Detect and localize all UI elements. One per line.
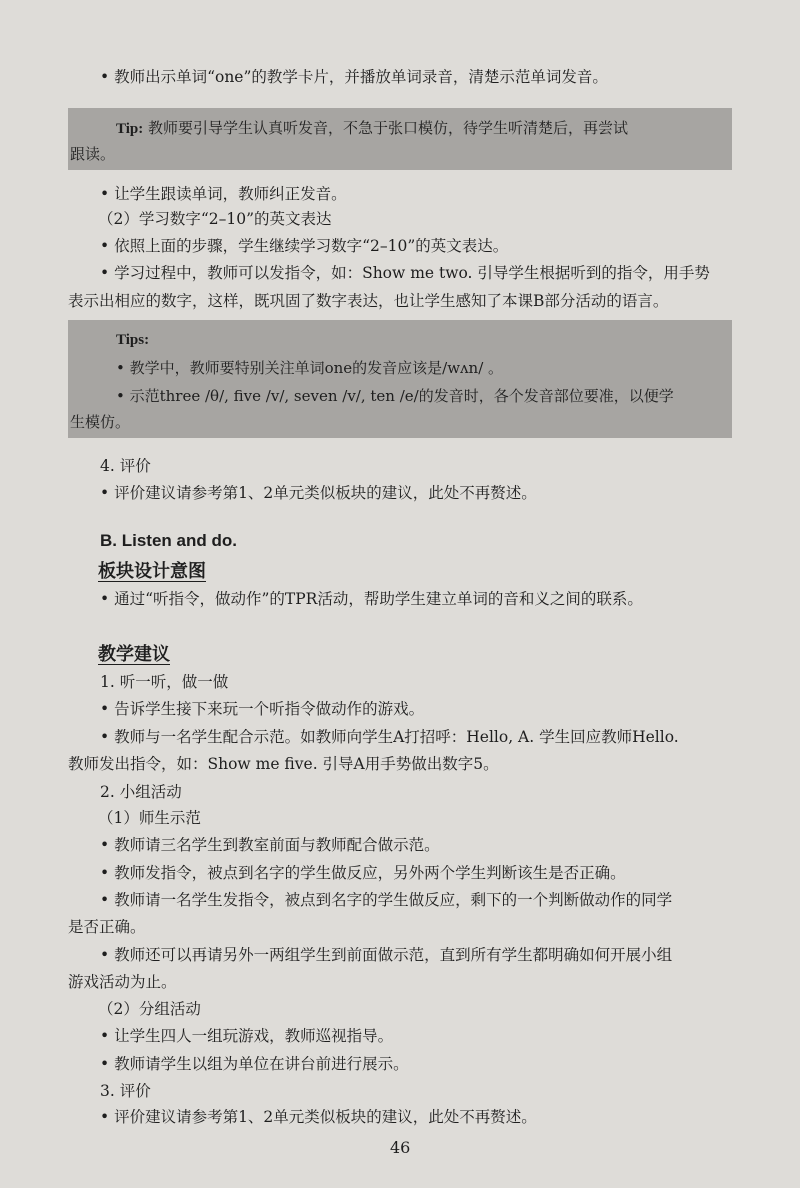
paragraph-continuation: 表示出相应的数字，这样，既巩固了数字表达，也让学生感知了本课B部分活动的语言。 xyxy=(68,292,669,310)
sub-heading: （2）学习数字“2–10”的英文表达 xyxy=(98,210,332,228)
paragraph: • 让学生跟读单词，教师纠正发音。 xyxy=(100,185,347,203)
paragraph-continuation: 游戏活动为止。 xyxy=(68,973,177,991)
tips-box xyxy=(68,320,732,438)
tips-label: Tips: xyxy=(116,332,150,348)
paragraph: • 教师请一名学生发指令，被点到名字的学生做反应，剩下的一个判断做动作的同学 xyxy=(100,891,673,909)
paragraph: • 教师请学生以组为单位在讲台前进行展示。 xyxy=(100,1055,409,1073)
paragraph: • 教师出示单词“one”的教学卡片，并播放单词录音，清楚示范单词发音。 xyxy=(100,68,608,86)
paragraph: • 告诉学生接下来玩一个听指令做动作的游戏。 xyxy=(100,700,425,718)
paragraph-continuation: 教师发出指令，如：Show me five. 引导A用手势做出数字5。 xyxy=(68,755,499,773)
sub-heading: （2）分组活动 xyxy=(98,1000,201,1018)
sub-heading: 3. 评价 xyxy=(100,1082,151,1100)
paragraph: • 教师发指令，被点到名字的学生做反应，另外两个学生判断该生是否正确。 xyxy=(100,864,626,882)
sub-heading: 4. 评价 xyxy=(100,457,151,475)
tip-continuation: 跟读。 xyxy=(70,145,116,163)
paragraph: • 教师还可以再请另外一两组学生到前面做示范，直到所有学生都明确如何开展小组 xyxy=(100,946,673,964)
page-number: 46 xyxy=(390,1138,411,1157)
paragraph: • 评价建议请参考第1、2单元类似板块的建议，此处不再赘述。 xyxy=(100,1108,537,1126)
sub-heading: （1）师生示范 xyxy=(98,809,201,827)
tips-continuation: 生模仿。 xyxy=(70,413,131,431)
paragraph: • 通过“听指令，做动作”的TPR活动，帮助学生建立单词的音和义之间的联系。 xyxy=(100,590,643,608)
paragraph: • 依照上面的步骤，学生继续学习数字“2–10”的英文表达。 xyxy=(100,237,509,255)
section-heading: 板块设计意图 xyxy=(98,561,206,582)
paragraph: • 教师与一名学生配合示范。如教师向学生A打招呼：Hello, A. 学生回应教师Hello. xyxy=(100,728,679,746)
tips-item: • 教学中，教师要特别关注单词one的发音应该是/wʌn/ 。 xyxy=(116,359,504,377)
tips-item: • 示范three /θ/, five /v/, seven /v/, ten /e/的发音时，各个发音部位要准，以便学 xyxy=(116,387,674,405)
paragraph: • 教师请三名学生到教室前面与教师配合做示范。 xyxy=(100,836,440,854)
paragraph: • 学习过程中，教师可以发指令，如：Show me two. 引导学生根据听到的指令，用手势 xyxy=(100,264,710,282)
tip-line xyxy=(116,116,628,141)
section-title: B. Listen and do. xyxy=(100,531,237,550)
tip-box xyxy=(68,108,732,170)
sub-heading: 1. 听一听，做一做 xyxy=(100,673,229,691)
tip-text: 教师要引导学生认真听发音，不急于张口模仿，待学生听清楚后，再尝试 xyxy=(143,119,629,137)
paragraph-continuation: 是否正确。 xyxy=(68,918,146,936)
sub-heading: 2. 小组活动 xyxy=(100,783,182,801)
section-heading: 教学建议 xyxy=(98,644,170,665)
tip-label: Tip: xyxy=(116,121,144,137)
paragraph: • 让学生四人一组玩游戏，教师巡视指导。 xyxy=(100,1027,394,1045)
paragraph: • 评价建议请参考第1、2单元类似板块的建议，此处不再赘述。 xyxy=(100,484,537,502)
